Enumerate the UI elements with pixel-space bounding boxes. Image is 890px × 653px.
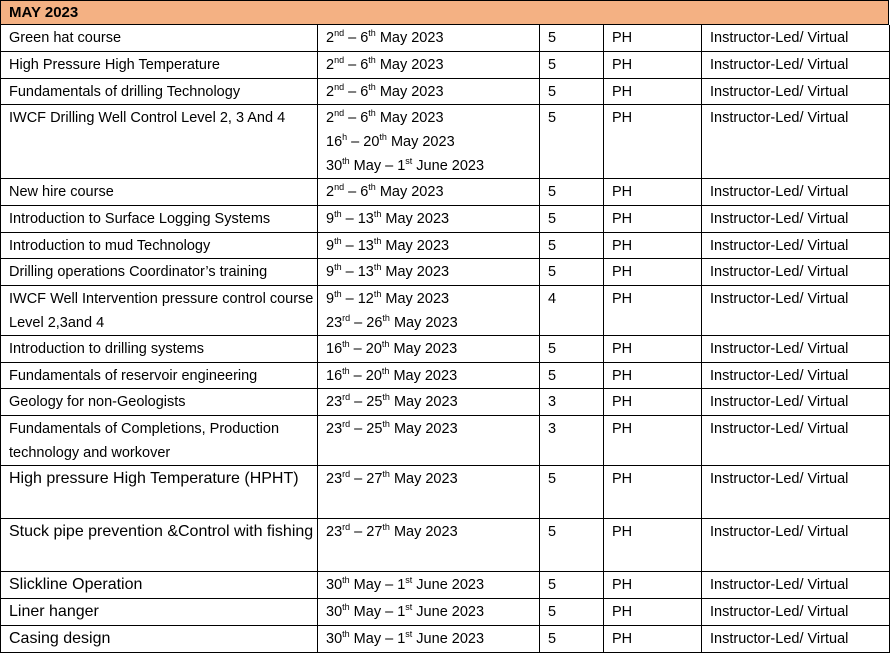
dates-cell xyxy=(318,571,540,598)
duration-days-cell: 5 xyxy=(540,178,604,205)
date-range xyxy=(326,520,539,544)
table-row xyxy=(1,465,890,518)
date-text: 30 xyxy=(326,576,343,593)
date-ordinal-suffix: th xyxy=(382,391,390,402)
duration-days-cell: 5 xyxy=(540,465,604,518)
dates-cell xyxy=(318,518,540,571)
dates-cell xyxy=(318,104,540,178)
table-row xyxy=(1,335,890,362)
dates-cell xyxy=(318,388,540,415)
date-text: May 2023 xyxy=(389,523,458,540)
dates-cell xyxy=(318,78,540,104)
date-ordinal-suffix: th xyxy=(373,208,382,219)
date-ordinal-suffix: th xyxy=(368,54,376,65)
date-ordinal-suffix: st xyxy=(405,155,413,166)
duration-days-cell: 3 xyxy=(540,388,604,415)
location-cell: PH xyxy=(604,78,702,104)
date-text: 23 xyxy=(326,523,343,540)
dates-cell xyxy=(318,232,540,258)
dates-cell xyxy=(318,362,540,388)
location-cell: PH xyxy=(604,178,702,205)
duration-days-cell: 5 xyxy=(540,258,604,285)
course-name-cell: Geology for non-Geologists xyxy=(1,388,318,415)
date-text: – 25 xyxy=(350,420,383,437)
date-ordinal-suffix: th xyxy=(382,418,390,429)
date-text: – 13 xyxy=(341,237,374,254)
location-cell: PH xyxy=(604,362,702,388)
table-row xyxy=(1,178,890,205)
dates-cell xyxy=(318,598,540,625)
date-text: 23 xyxy=(326,470,343,487)
date-ordinal-suffix: h xyxy=(342,131,348,142)
dates-cell xyxy=(318,465,540,518)
table-row xyxy=(1,625,890,652)
date-ordinal-suffix: th xyxy=(381,338,390,349)
delivery-mode-cell: Instructor-Led/ Virtual xyxy=(702,625,890,652)
date-ordinal-suffix: st xyxy=(405,628,413,639)
location-cell: PH xyxy=(604,571,702,598)
table-row xyxy=(1,415,890,465)
course-name-cell: High Pressure High Temperature xyxy=(1,51,318,78)
date-ordinal-suffix: th xyxy=(368,181,376,192)
delivery-mode-cell: Instructor-Led/ Virtual xyxy=(702,362,890,388)
date-text: 23 xyxy=(326,393,343,410)
date-range xyxy=(326,364,539,388)
duration-days-cell: 5 xyxy=(540,104,604,178)
delivery-mode-cell: Instructor-Led/ Virtual xyxy=(702,78,890,104)
course-name-cell: Introduction to mud Technology xyxy=(1,232,318,258)
date-ordinal-suffix: st xyxy=(405,601,413,612)
location-cell: PH xyxy=(604,205,702,232)
date-ordinal-suffix: nd xyxy=(334,81,345,92)
date-text: 2 xyxy=(326,56,335,73)
date-range xyxy=(326,130,539,154)
date-text: – 6 xyxy=(344,183,369,200)
date-text: May 2023 xyxy=(375,109,444,126)
delivery-mode-cell: Instructor-Led/ Virtual xyxy=(702,335,890,362)
dates-cell xyxy=(318,285,540,335)
location-cell: PH xyxy=(604,25,702,51)
date-range xyxy=(326,106,539,130)
date-ordinal-suffix: th xyxy=(368,81,376,92)
date-range xyxy=(326,154,539,178)
date-ordinal-suffix: th xyxy=(373,288,382,299)
dates-cell xyxy=(318,258,540,285)
table-row xyxy=(1,388,890,415)
duration-days-cell: 5 xyxy=(540,205,604,232)
date-ordinal-suffix: th xyxy=(368,28,376,38)
course-name-cell: Casing design xyxy=(1,625,318,652)
dates-cell xyxy=(318,178,540,205)
delivery-mode-cell: Instructor-Led/ Virtual xyxy=(702,104,890,178)
date-text: May 2023 xyxy=(381,263,450,280)
course-table xyxy=(0,25,890,653)
date-text: – 20 xyxy=(349,367,382,384)
dates-cell xyxy=(318,25,540,51)
duration-days-cell: 5 xyxy=(540,625,604,652)
delivery-mode-cell: Instructor-Led/ Virtual xyxy=(702,232,890,258)
course-name-cell: Liner hanger xyxy=(1,598,318,625)
table-row xyxy=(1,518,890,571)
date-text: June 2023 xyxy=(412,603,485,620)
date-text: May 2023 xyxy=(375,83,444,100)
date-range xyxy=(326,337,539,361)
date-range xyxy=(326,467,539,491)
date-range xyxy=(326,287,539,311)
course-name-cell: Slickline Operation xyxy=(1,571,318,598)
date-ordinal-suffix: th xyxy=(342,155,350,166)
location-cell: PH xyxy=(604,625,702,652)
date-text: 2 xyxy=(326,83,335,100)
date-text: May – 1 xyxy=(349,157,406,174)
date-ordinal-suffix: th xyxy=(342,601,350,612)
location-cell: PH xyxy=(604,232,702,258)
dates-cell xyxy=(318,415,540,465)
date-range xyxy=(326,26,539,50)
date-range xyxy=(326,180,539,204)
course-name-cell: Fundamentals of reservoir engineering xyxy=(1,362,318,388)
course-name-cell: Introduction to drilling systems xyxy=(1,335,318,362)
delivery-mode-cell: Instructor-Led/ Virtual xyxy=(702,51,890,78)
date-text: – 25 xyxy=(350,393,383,410)
date-text: May 2023 xyxy=(389,314,458,331)
date-text: – 27 xyxy=(350,470,383,487)
date-text: 30 xyxy=(326,630,343,647)
date-text: 30 xyxy=(326,157,343,174)
date-ordinal-suffix: rd xyxy=(342,418,351,429)
date-ordinal-suffix: th xyxy=(342,574,350,585)
date-text: 9 xyxy=(326,290,335,307)
date-ordinal-suffix: nd xyxy=(334,181,345,192)
location-cell: PH xyxy=(604,518,702,571)
course-name-cell: Introduction to Surface Logging Systems xyxy=(1,205,318,232)
date-text: 16 xyxy=(326,340,343,357)
date-range xyxy=(326,573,539,597)
delivery-mode-cell: Instructor-Led/ Virtual xyxy=(702,285,890,335)
date-ordinal-suffix: nd xyxy=(334,28,345,38)
date-range xyxy=(326,260,539,284)
date-text: June 2023 xyxy=(412,157,485,174)
date-ordinal-suffix: th xyxy=(334,235,342,246)
table-row xyxy=(1,104,890,178)
date-text: – 13 xyxy=(341,210,374,227)
date-range xyxy=(326,207,539,231)
delivery-mode-cell: Instructor-Led/ Virtual xyxy=(702,205,890,232)
table-row xyxy=(1,205,890,232)
date-text: – 12 xyxy=(341,290,374,307)
table-row xyxy=(1,285,890,335)
course-name-cell: Drilling operations Coordinator’s training xyxy=(1,258,318,285)
date-text: 23 xyxy=(326,420,343,437)
date-text: 2 xyxy=(326,30,335,46)
date-text: May 2023 xyxy=(375,56,444,73)
date-ordinal-suffix: th xyxy=(382,521,390,532)
course-name-cell: Stuck pipe prevention &Control with fishing xyxy=(1,518,318,571)
location-cell: PH xyxy=(604,465,702,518)
table-row xyxy=(1,232,890,258)
date-text: – 26 xyxy=(350,314,383,331)
location-cell: PH xyxy=(604,388,702,415)
location-cell: PH xyxy=(604,51,702,78)
date-text: 2 xyxy=(326,183,335,200)
date-text: May 2023 xyxy=(375,183,444,200)
date-text: May 2023 xyxy=(381,210,450,227)
course-name-cell: Fundamentals of drilling Technology xyxy=(1,78,318,104)
table-row xyxy=(1,362,890,388)
table-row xyxy=(1,598,890,625)
date-text: 9 xyxy=(326,210,335,227)
date-range xyxy=(326,311,539,335)
date-text: – 6 xyxy=(344,83,369,100)
date-text: – 13 xyxy=(341,263,374,280)
date-text: 23 xyxy=(326,314,343,331)
date-text: May 2023 xyxy=(386,133,455,150)
delivery-mode-cell: Instructor-Led/ Virtual xyxy=(702,465,890,518)
date-text: May 2023 xyxy=(381,290,450,307)
date-ordinal-suffix: th xyxy=(368,107,376,118)
date-range xyxy=(326,627,539,651)
location-cell: PH xyxy=(604,285,702,335)
location-cell: PH xyxy=(604,335,702,362)
location-cell: PH xyxy=(604,258,702,285)
course-name-cell: Green hat course xyxy=(1,25,318,51)
course-name-cell: New hire course xyxy=(1,178,318,205)
date-text: May – 1 xyxy=(349,576,406,593)
delivery-mode-cell: Instructor-Led/ Virtual xyxy=(702,178,890,205)
date-text: – 20 xyxy=(349,340,382,357)
duration-days-cell: 5 xyxy=(540,335,604,362)
date-ordinal-suffix: th xyxy=(334,208,342,219)
table-row xyxy=(1,51,890,78)
delivery-mode-cell: Instructor-Led/ Virtual xyxy=(702,25,890,51)
date-ordinal-suffix: rd xyxy=(342,391,351,402)
date-text: – 6 xyxy=(344,109,369,126)
delivery-mode-cell: Instructor-Led/ Virtual xyxy=(702,388,890,415)
duration-days-cell: 5 xyxy=(540,51,604,78)
date-ordinal-suffix: th xyxy=(342,628,350,639)
date-text: – 20 xyxy=(347,133,380,150)
location-cell: PH xyxy=(604,598,702,625)
date-text: May – 1 xyxy=(349,630,406,647)
table-row xyxy=(1,258,890,285)
course-name-cell: IWCF Drilling Well Control Level 2, 3 And 4 xyxy=(1,104,318,178)
date-text: – 6 xyxy=(344,30,369,46)
date-text: May 2023 xyxy=(389,367,458,384)
duration-days-cell: 4 xyxy=(540,285,604,335)
duration-days-cell: 5 xyxy=(540,571,604,598)
duration-days-cell: 3 xyxy=(540,415,604,465)
date-ordinal-suffix: rd xyxy=(342,468,351,479)
date-ordinal-suffix: th xyxy=(373,235,382,246)
duration-days-cell: 5 xyxy=(540,232,604,258)
date-ordinal-suffix: nd xyxy=(334,107,345,118)
dates-cell xyxy=(318,51,540,78)
date-text: 9 xyxy=(326,237,335,254)
date-text: May 2023 xyxy=(375,30,444,46)
delivery-mode-cell: Instructor-Led/ Virtual xyxy=(702,518,890,571)
date-ordinal-suffix: rd xyxy=(342,312,351,323)
date-text: May – 1 xyxy=(349,603,406,620)
date-ordinal-suffix: th xyxy=(379,131,387,142)
course-table-body xyxy=(1,25,890,652)
date-ordinal-suffix: th xyxy=(373,261,382,272)
date-ordinal-suffix: st xyxy=(405,574,413,585)
course-name-cell: Fundamentals of Completions, Production technology and workover xyxy=(1,415,318,465)
date-text: 16 xyxy=(326,367,343,384)
date-text: May 2023 xyxy=(389,420,458,437)
delivery-mode-cell: Instructor-Led/ Virtual xyxy=(702,415,890,465)
date-ordinal-suffix: th xyxy=(334,288,342,299)
location-cell: PH xyxy=(604,415,702,465)
month-header: MAY 2023 xyxy=(0,0,889,25)
table-row xyxy=(1,25,890,51)
date-range xyxy=(326,390,539,414)
date-ordinal-suffix: th xyxy=(382,468,390,479)
date-text: May 2023 xyxy=(381,237,450,254)
date-text: May 2023 xyxy=(389,340,458,357)
date-text: June 2023 xyxy=(412,630,485,647)
delivery-mode-cell: Instructor-Led/ Virtual xyxy=(702,598,890,625)
duration-days-cell: 5 xyxy=(540,78,604,104)
dates-cell xyxy=(318,335,540,362)
table-row xyxy=(1,571,890,598)
table-row xyxy=(1,78,890,104)
date-text: 16 xyxy=(326,133,343,150)
date-range xyxy=(326,53,539,77)
date-range xyxy=(326,600,539,624)
date-text: – 6 xyxy=(344,56,369,73)
date-text: 9 xyxy=(326,263,335,280)
dates-cell xyxy=(318,625,540,652)
date-text: 30 xyxy=(326,603,343,620)
date-ordinal-suffix: th xyxy=(381,365,390,376)
date-ordinal-suffix: th xyxy=(382,312,390,323)
date-ordinal-suffix: th xyxy=(342,365,350,376)
date-range xyxy=(326,417,539,441)
date-ordinal-suffix: rd xyxy=(342,521,351,532)
duration-days-cell: 5 xyxy=(540,518,604,571)
date-ordinal-suffix: th xyxy=(342,338,350,349)
date-text: June 2023 xyxy=(412,576,485,593)
date-text: 2 xyxy=(326,109,335,126)
duration-days-cell: 5 xyxy=(540,598,604,625)
course-name-cell: IWCF Well Intervention pressure control course Level 2,3and 4 xyxy=(1,285,318,335)
date-text: May 2023 xyxy=(389,393,458,410)
date-text: May 2023 xyxy=(389,470,458,487)
date-text: – 27 xyxy=(350,523,383,540)
course-name-cell: High pressure High Temperature (HPHT) xyxy=(1,465,318,518)
delivery-mode-cell: Instructor-Led/ Virtual xyxy=(702,258,890,285)
delivery-mode-cell: Instructor-Led/ Virtual xyxy=(702,571,890,598)
date-ordinal-suffix: nd xyxy=(334,54,345,65)
duration-days-cell: 5 xyxy=(540,25,604,51)
location-cell: PH xyxy=(604,104,702,178)
dates-cell xyxy=(318,205,540,232)
date-range xyxy=(326,234,539,258)
duration-days-cell: 5 xyxy=(540,362,604,388)
date-ordinal-suffix: th xyxy=(334,261,342,272)
date-range xyxy=(326,80,539,104)
